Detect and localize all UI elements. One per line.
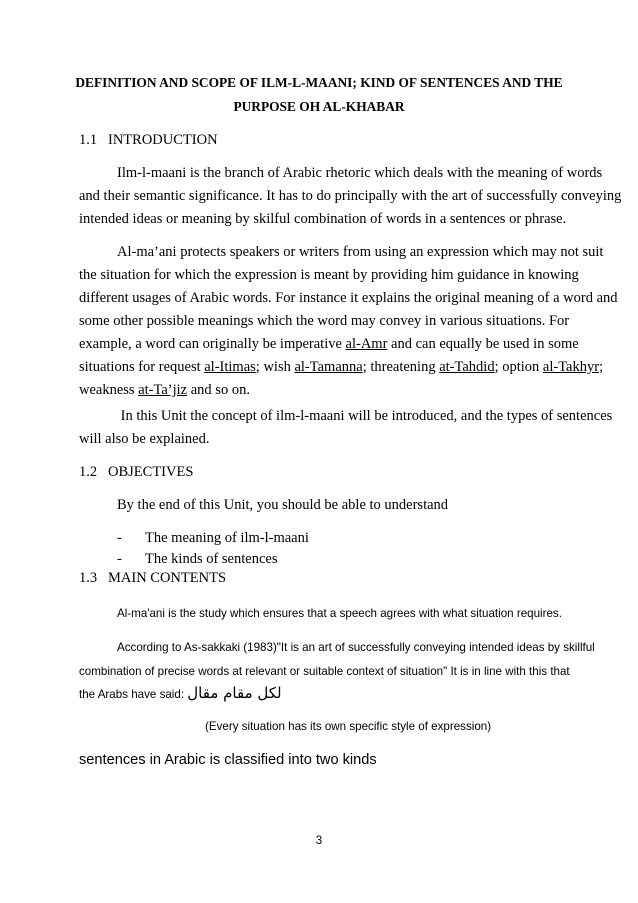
term-link: al-Takhyr (542, 359, 600, 375)
section-heading: MAIN CONTENTS (108, 570, 227, 586)
paragraph-line: intended ideas or meaning by skilful combination of words in a sentences or phrase. (79, 211, 567, 227)
paragraph-line: example, a word can originally be imperative al-Amr and can equally be used in some (79, 336, 579, 352)
paragraph-line: the Arabs have said: لكل مقام مقال (79, 684, 282, 702)
section-number: 1.3 (79, 570, 98, 586)
paragraph-line: the situation for which the expression is meant by providing him guidance in knowing (79, 267, 579, 283)
term-link: at-Ta’jiz (138, 382, 188, 398)
list-bullet: - (117, 551, 122, 567)
closing-statement: sentences in Arabic is classified into two kinds (79, 752, 377, 768)
paragraph-line: According to As-sakkaki (1983)"It is an art of successfully conveying intended ideas by skillful (117, 641, 595, 654)
paragraph-line: will also be explained. (79, 431, 210, 447)
list-bullet: - (117, 530, 122, 546)
paragraph-line: some other possible meanings which the word may convey in various situations. For (79, 313, 570, 329)
paragraph-line: By the end of this Unit, you should be able to understand (117, 497, 449, 513)
paragraph-line: combination of precise words at relevant or suitable context of situation" It is in line with this that (79, 665, 570, 678)
paragraph-line: Al-ma’ani protects speakers or writers from using an expression which may not suit (117, 244, 604, 260)
term-link: at-Tahdid (439, 359, 495, 375)
paragraph-line: different usages of Arabic words. For instance it explains the original meaning of a word and (79, 290, 618, 306)
page-number: 3 (315, 834, 323, 847)
arabic-saying: لكل مقام مقال (187, 684, 282, 702)
translation: (Every situation has its own specific style of expression) (205, 720, 492, 733)
section-number: 1.1 (79, 132, 98, 148)
paragraph-line: weakness at-Ta’jiz and so on. (79, 382, 250, 398)
document-title-line2: PURPOSE OH AL-KHABAR (233, 99, 405, 114)
term-link: al-Itimas (204, 359, 256, 375)
term-link: al-Amr (345, 336, 388, 352)
paragraph-line: Al-ma'ani is the study which ensures that a speech agrees with what situation requires. (117, 607, 562, 620)
term-link: al-Tamanna (294, 359, 363, 375)
section-heading: OBJECTIVES (108, 464, 194, 480)
section-number: 1.2 (79, 464, 98, 480)
section-heading: INTRODUCTION (108, 132, 218, 148)
paragraph-line: In this Unit the concept of ilm-l-maani will be introduced, and the types of sentences (117, 408, 613, 424)
document-title-line1: DEFINITION AND SCOPE OF ILM-L-MAANI; KIND OF SENTENCES AND THE (75, 75, 563, 90)
paragraph-line: and their semantic significance. It has to do principally with the art of successfully conveying (79, 188, 622, 204)
paragraph-line: situations for request al-Itimas; wish al-Tamanna; threatening at-Tahdid; option al-Takhyr; (79, 359, 604, 375)
list-item: - The kinds of sentences (117, 551, 278, 567)
paragraph-line: Ilm-l-maani is the branch of Arabic rhetoric which deals with the meaning of words (117, 165, 603, 181)
list-item: - The meaning of ilm-l-maani (117, 530, 309, 546)
